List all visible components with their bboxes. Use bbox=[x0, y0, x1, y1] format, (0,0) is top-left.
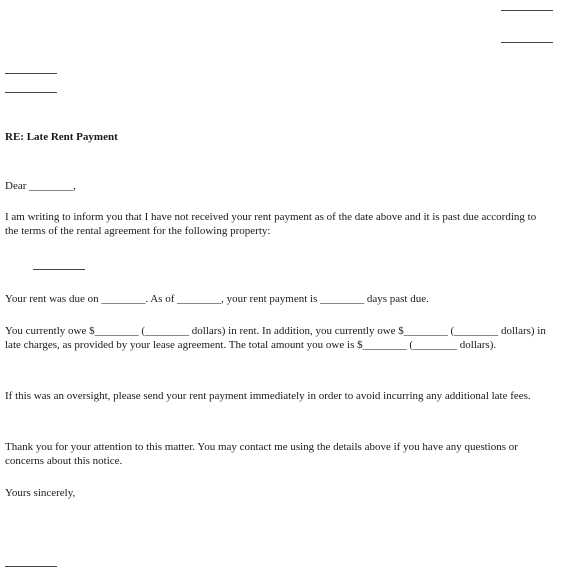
signature-line bbox=[5, 566, 57, 567]
sender-line-2 bbox=[501, 42, 553, 43]
recipient-line-2 bbox=[5, 92, 57, 93]
recipient-line-1 bbox=[5, 73, 57, 74]
paragraph-amount-owed: You currently owe $________ (________ dollars) in rent. In addition, you currently owe $________ (________ dollars) in late charges, as provided by your lease agreement. The total amount you owe is $________ (________ dollars). bbox=[5, 325, 546, 352]
letter-subject: RE: Late Rent Payment bbox=[5, 131, 118, 143]
paragraph-due-date: Your rent was due on ________. As of ________, your rent payment is ________ days past due. bbox=[5, 293, 429, 305]
paragraph-oversight: If this was an oversight, please send your rent payment immediately in order to avoid incurring any additional late fees. bbox=[5, 390, 531, 402]
letter-closing: Yours sincerely, bbox=[5, 487, 76, 499]
letter-salutation: Dear ________, bbox=[5, 180, 76, 192]
sender-line-1 bbox=[501, 10, 553, 11]
property-address-line bbox=[33, 269, 85, 270]
paragraph-thanks: Thank you for your attention to this matter. You may contact me using the details above if you have any questions or concerns about this notice. bbox=[5, 441, 518, 468]
paragraph-intro: I am writing to inform you that I have not received your rent payment as of the date above and it is past due according to the terms of the rental agreement for the following property: bbox=[5, 211, 537, 238]
